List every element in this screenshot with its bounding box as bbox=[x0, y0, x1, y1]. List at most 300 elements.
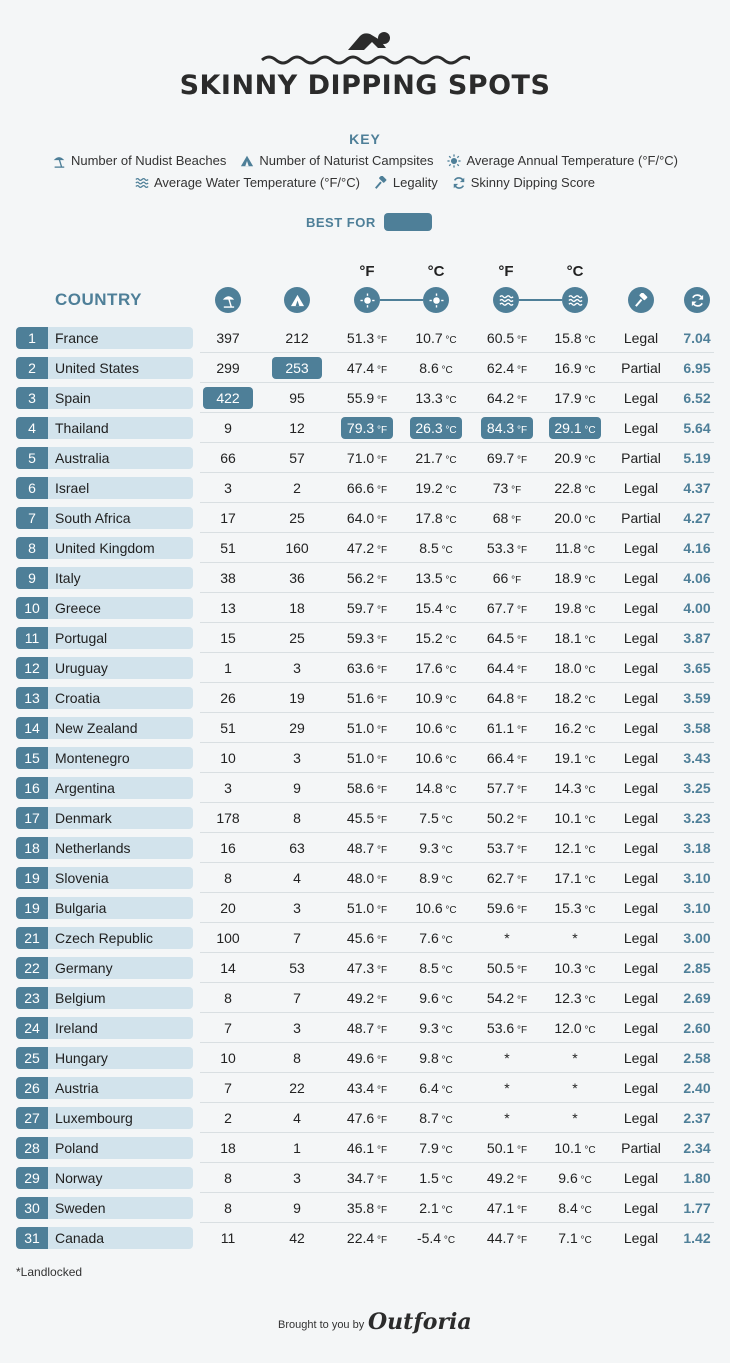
score-cell-value: 3.65 bbox=[683, 660, 711, 676]
beaches-cell-value: 66 bbox=[220, 450, 236, 466]
rank-badge: 12 bbox=[16, 657, 48, 679]
key-label: Number of Nudist Beaches bbox=[70, 153, 227, 168]
water-temp-f-cell bbox=[481, 1167, 533, 1189]
water-temp-c-cell-value: 19.8 bbox=[554, 600, 582, 616]
country-name: Thailand bbox=[48, 417, 193, 439]
air-temp-c-cell-value: 15.4 bbox=[415, 600, 443, 616]
unit-suffix: °F bbox=[514, 905, 528, 916]
legality-cell-value: Legal bbox=[623, 330, 659, 346]
unit-suffix: °C bbox=[581, 695, 596, 706]
unit-suffix: °F bbox=[514, 725, 528, 736]
air-temp-f-cell bbox=[341, 387, 393, 409]
table-row bbox=[0, 1163, 730, 1193]
air-temp-c-cell bbox=[410, 867, 462, 889]
water-temp-c-cell bbox=[549, 1227, 601, 1249]
water-temp-f-cell bbox=[481, 807, 533, 829]
unit-suffix: °F bbox=[514, 845, 528, 856]
legality-cell bbox=[612, 807, 670, 829]
beaches-cell-value: 38 bbox=[220, 570, 236, 586]
beaches-cell bbox=[203, 777, 253, 799]
water-temp-f-cell-value: * bbox=[504, 1110, 510, 1126]
country-name: Italy bbox=[48, 567, 193, 589]
unit-suffix: °F bbox=[514, 1025, 528, 1036]
rank-badge: 22 bbox=[16, 957, 48, 979]
beaches-cell-value: 2 bbox=[224, 1110, 232, 1126]
water-temp-c-cell bbox=[549, 807, 601, 829]
table-row bbox=[0, 983, 730, 1013]
water-temp-f-cell-value: 53.3 bbox=[486, 540, 515, 556]
country-name: Greece bbox=[48, 597, 193, 619]
campsites-cell bbox=[272, 417, 322, 439]
air-temp-f-cell bbox=[341, 597, 393, 619]
beaches-cell-value: 20 bbox=[220, 900, 236, 916]
air-temp-c-cell-value: 19.2 bbox=[415, 480, 443, 496]
unit-suffix: °C bbox=[577, 1175, 592, 1186]
campsites-cell bbox=[272, 777, 322, 799]
water-temp-c-cell bbox=[549, 477, 601, 499]
score-cell bbox=[676, 657, 718, 679]
campsites-cell bbox=[272, 507, 322, 529]
air-temp-c-cell bbox=[410, 687, 462, 709]
beaches-cell-value: 26 bbox=[220, 690, 236, 706]
water-temp-c-cell bbox=[549, 327, 601, 349]
unit-suffix: °F bbox=[514, 455, 528, 466]
table-row bbox=[0, 893, 730, 923]
unit-suffix: °C bbox=[581, 605, 596, 616]
air-temp-connector bbox=[380, 299, 423, 301]
unit-suffix: °C bbox=[581, 815, 596, 826]
unit-suffix: °C bbox=[438, 1145, 453, 1156]
score-cell bbox=[676, 1017, 718, 1039]
water-temp-c-cell-value: 17.1 bbox=[554, 870, 582, 886]
rank-badge: 27 bbox=[16, 1107, 48, 1129]
unit-suffix: °F bbox=[374, 545, 388, 556]
beaches-cell-value: 51 bbox=[220, 540, 236, 556]
score-cell-value: 2.69 bbox=[683, 990, 711, 1006]
water-temp-c-cell-value: 10.3 bbox=[554, 960, 582, 976]
unit-suffix: °F bbox=[374, 575, 388, 586]
unit-suffix: °C bbox=[581, 995, 596, 1006]
beaches-cell bbox=[203, 1167, 253, 1189]
best-for-label: BEST FOR bbox=[306, 214, 376, 230]
air-temp-f-cell bbox=[341, 807, 393, 829]
unit-suffix: °C bbox=[438, 845, 453, 856]
unit-suffix: °C bbox=[581, 455, 596, 466]
unit-suffix: °F bbox=[514, 335, 528, 346]
rank-badge: 19 bbox=[16, 897, 48, 919]
water-temp-c-cell bbox=[549, 747, 601, 769]
score-cell bbox=[676, 717, 718, 739]
beaches-cell-value: 8 bbox=[224, 990, 232, 1006]
unit-suffix: °F bbox=[374, 1025, 388, 1036]
campsites-cell bbox=[272, 657, 322, 679]
water-temp-f-cell bbox=[481, 327, 533, 349]
score-cell bbox=[676, 537, 718, 559]
air-temp-c-cell-value: 9.8 bbox=[419, 1050, 439, 1066]
page-title: SKINNY DIPPING SPOTS bbox=[179, 70, 551, 101]
air-temp-c-cell bbox=[410, 387, 462, 409]
unit-suffix: °C bbox=[577, 1205, 592, 1216]
rank-badge: 10 bbox=[16, 597, 48, 619]
legality-cell-value: Legal bbox=[623, 480, 659, 496]
beaches-cell-value: 299 bbox=[216, 360, 240, 376]
legality-cell-value: Legal bbox=[623, 930, 659, 946]
water-temp-f-cell-value: 84.3 bbox=[486, 420, 515, 436]
beaches-cell bbox=[203, 447, 253, 469]
rank-badge: 23 bbox=[16, 987, 48, 1009]
air-temp-f-cell-value: 22.4 bbox=[346, 1230, 375, 1246]
unit-suffix: °F bbox=[508, 575, 522, 586]
country-name: Denmark bbox=[48, 807, 193, 829]
score-cell bbox=[676, 627, 718, 649]
unit-suffix: °C bbox=[438, 1085, 453, 1096]
water-temp-c-cell-value: 11.8 bbox=[554, 540, 582, 556]
brought-by-text: Brought to you by bbox=[278, 1319, 365, 1331]
rank-badge: 5 bbox=[16, 447, 48, 469]
air-temp-f-cell bbox=[341, 1197, 393, 1219]
unit-suffix: °F bbox=[374, 665, 388, 676]
beaches-cell bbox=[203, 1197, 253, 1219]
beaches-cell bbox=[203, 417, 253, 439]
unit-suffix: °C bbox=[581, 1145, 596, 1156]
unit-suffix: °F bbox=[514, 1235, 528, 1246]
score-cell-value: 3.10 bbox=[683, 870, 711, 886]
campsites-cell-value: 25 bbox=[289, 630, 305, 646]
legality-cell-value: Legal bbox=[623, 1230, 659, 1246]
air-temp-c-cell bbox=[410, 777, 462, 799]
water-temp-f-cell-value: 64.2 bbox=[486, 390, 515, 406]
water-temp-c-cell bbox=[549, 867, 601, 889]
water-temp-f-cell bbox=[481, 837, 533, 859]
country-name: Uruguay bbox=[48, 657, 193, 679]
unit-suffix: °F bbox=[374, 605, 388, 616]
air-temp-f-cell-value: 47.3 bbox=[346, 960, 375, 976]
water-temp-f-cell-value: 68 bbox=[492, 510, 509, 526]
score-cell-value: 4.00 bbox=[683, 600, 711, 616]
water-temp-f-cell bbox=[481, 627, 533, 649]
water-temp-c-cell bbox=[549, 447, 601, 469]
water-temp-c-cell-value: 22.8 bbox=[554, 480, 582, 496]
legality-cell bbox=[612, 717, 670, 739]
air-temp-f-cell bbox=[341, 327, 393, 349]
air-temp-f-cell bbox=[341, 867, 393, 889]
water-temp-c-cell-value: 12.3 bbox=[554, 990, 582, 1006]
air-temp-c-cell-value: 14.8 bbox=[415, 780, 443, 796]
table-row bbox=[0, 863, 730, 893]
column-header-water-c bbox=[562, 287, 588, 313]
rank-badge: 24 bbox=[16, 1017, 48, 1039]
unit-suffix: °C bbox=[442, 785, 457, 796]
water-temp-connector bbox=[519, 299, 562, 301]
country-name: Croatia bbox=[48, 687, 193, 709]
air-temp-f-cell-value: 45.6 bbox=[346, 930, 375, 946]
air-temp-f-cell bbox=[341, 1107, 393, 1129]
air-temp-f-cell-value: 51.0 bbox=[346, 750, 375, 766]
water-temp-c-cell bbox=[549, 1047, 601, 1069]
score-cell-value: 4.06 bbox=[683, 570, 711, 586]
key-row-2 bbox=[0, 175, 730, 190]
legality-cell-value: Legal bbox=[623, 1110, 659, 1126]
campsites-cell-value: 8 bbox=[293, 810, 301, 826]
air-temp-c-cell-value: 7.6 bbox=[419, 930, 439, 946]
unit-suffix: °F bbox=[374, 425, 388, 436]
air-temp-c-cell bbox=[410, 1077, 462, 1099]
score-cell-value: 2.60 bbox=[683, 1020, 711, 1036]
air-temp-c-cell-value: 6.4 bbox=[419, 1080, 439, 1096]
rank-badge: 21 bbox=[16, 927, 48, 949]
score-cell bbox=[676, 747, 718, 769]
air-temp-c-cell-value: 9.6 bbox=[419, 990, 439, 1006]
air-temp-c-cell-value: 7.9 bbox=[419, 1140, 439, 1156]
unit-suffix: °C bbox=[581, 425, 596, 436]
unit-suffix: °C bbox=[442, 485, 457, 496]
rank-badge: 7 bbox=[16, 507, 48, 529]
beaches-cell bbox=[203, 657, 253, 679]
water-temp-f-cell-value: 57.7 bbox=[486, 780, 515, 796]
key-item-campsites bbox=[240, 153, 433, 168]
campsites-cell-value: 3 bbox=[293, 1170, 301, 1186]
unit-suffix: °C bbox=[581, 725, 596, 736]
legality-cell bbox=[612, 597, 670, 619]
air-temp-c-cell bbox=[410, 537, 462, 559]
campsites-cell-value: 8 bbox=[293, 1050, 301, 1066]
air-temp-f-cell-value: 35.8 bbox=[346, 1200, 375, 1216]
beaches-cell-value: 9 bbox=[224, 420, 232, 436]
water-temp-c-cell bbox=[549, 507, 601, 529]
air-temp-c-cell bbox=[410, 837, 462, 859]
air-temp-c-cell-value: 10.9 bbox=[415, 690, 443, 706]
waves-icon bbox=[499, 293, 514, 308]
rank-badge: 14 bbox=[16, 717, 48, 739]
campsites-cell bbox=[272, 477, 322, 499]
air-temp-c-cell-value: 10.7 bbox=[415, 330, 443, 346]
air-temp-c-cell bbox=[410, 957, 462, 979]
water-temp-f-cell-value: * bbox=[504, 1050, 510, 1066]
air-temp-f-cell-value: 51.0 bbox=[346, 720, 375, 736]
score-cell-value: 1.77 bbox=[683, 1200, 711, 1216]
unit-suffix: °C bbox=[438, 1115, 453, 1126]
beaches-cell bbox=[203, 837, 253, 859]
air-temp-c-cell-value: 15.2 bbox=[415, 630, 443, 646]
air-temp-c-cell-value: 7.5 bbox=[419, 810, 439, 826]
table-row bbox=[0, 563, 730, 593]
score-cell bbox=[676, 597, 718, 619]
air-temp-f-cell bbox=[341, 837, 393, 859]
score-cell-value: 2.34 bbox=[683, 1140, 711, 1156]
legality-cell bbox=[612, 327, 670, 349]
unit-water-f: °F bbox=[498, 263, 514, 280]
air-temp-f-cell-value: 63.6 bbox=[346, 660, 375, 676]
water-temp-f-cell bbox=[481, 357, 533, 379]
campsites-cell-value: 25 bbox=[289, 510, 305, 526]
legality-cell-value: Legal bbox=[623, 1050, 659, 1066]
water-temp-f-cell bbox=[481, 687, 533, 709]
water-temp-c-cell-value: 12.0 bbox=[554, 1020, 582, 1036]
water-temp-c-cell-value: 18.0 bbox=[554, 660, 582, 676]
water-temp-f-cell bbox=[481, 1197, 533, 1219]
score-cell bbox=[676, 927, 718, 949]
unit-suffix: °F bbox=[374, 365, 388, 376]
rank-badge: 9 bbox=[16, 567, 48, 589]
country-name: Norway bbox=[48, 1167, 193, 1189]
water-temp-f-cell bbox=[481, 957, 533, 979]
unit-suffix: °F bbox=[514, 605, 528, 616]
beaches-cell-value: 8 bbox=[224, 870, 232, 886]
water-temp-f-cell bbox=[481, 447, 533, 469]
water-temp-c-cell bbox=[549, 1197, 601, 1219]
score-cell bbox=[676, 567, 718, 589]
score-cell bbox=[676, 1047, 718, 1069]
campsites-cell-value: 3 bbox=[293, 660, 301, 676]
table-row bbox=[0, 1193, 730, 1223]
legality-cell bbox=[612, 867, 670, 889]
table-row bbox=[0, 623, 730, 653]
air-temp-c-cell bbox=[410, 1167, 462, 1189]
water-temp-f-cell bbox=[481, 657, 533, 679]
water-temp-f-cell-value: 73 bbox=[492, 480, 509, 496]
unit-suffix: °F bbox=[514, 785, 528, 796]
sun-icon bbox=[429, 293, 444, 308]
legality-cell bbox=[612, 957, 670, 979]
unit-suffix: °F bbox=[374, 725, 388, 736]
unit-suffix: °C bbox=[581, 875, 596, 886]
air-temp-f-cell bbox=[341, 747, 393, 769]
air-temp-c-cell-value: 8.9 bbox=[419, 870, 439, 886]
campsites-cell-value: 4 bbox=[293, 870, 301, 886]
legality-cell-value: Legal bbox=[623, 540, 659, 556]
air-temp-c-cell bbox=[410, 447, 462, 469]
rank-badge: 29 bbox=[16, 1167, 48, 1189]
beach-umbrella-icon bbox=[221, 293, 236, 308]
legality-cell bbox=[612, 747, 670, 769]
waves-icon bbox=[135, 176, 149, 190]
score-cell bbox=[676, 1167, 718, 1189]
water-temp-c-cell bbox=[549, 357, 601, 379]
country-name: Ireland bbox=[48, 1017, 193, 1039]
rank-badge: 19 bbox=[16, 867, 48, 889]
legality-cell-value: Legal bbox=[623, 690, 659, 706]
unit-suffix: °F bbox=[514, 545, 528, 556]
legality-cell bbox=[612, 687, 670, 709]
legality-cell-value: Legal bbox=[623, 1020, 659, 1036]
beaches-cell bbox=[203, 867, 253, 889]
campsites-cell bbox=[272, 837, 322, 859]
air-temp-c-cell-value: 13.5 bbox=[415, 570, 443, 586]
refresh-icon bbox=[690, 293, 705, 308]
campsites-cell-value: 12 bbox=[289, 420, 305, 436]
unit-suffix: °C bbox=[438, 965, 453, 976]
rank-badge: 30 bbox=[16, 1197, 48, 1219]
air-temp-f-cell bbox=[341, 987, 393, 1009]
campsites-cell bbox=[272, 537, 322, 559]
beaches-cell bbox=[203, 507, 253, 529]
legality-cell-value: Partial bbox=[621, 360, 661, 376]
score-cell-value: 2.58 bbox=[683, 1050, 711, 1066]
rank-badge: 8 bbox=[16, 537, 48, 559]
legality-cell bbox=[612, 1137, 670, 1159]
column-header-water-f bbox=[493, 287, 519, 313]
air-temp-f-cell-value: 47.6 bbox=[346, 1110, 375, 1126]
table-row bbox=[0, 833, 730, 863]
campsites-cell bbox=[272, 717, 322, 739]
unit-suffix: °C bbox=[581, 665, 596, 676]
legality-cell-value: Partial bbox=[621, 450, 661, 466]
campsites-cell bbox=[272, 1227, 322, 1249]
score-cell bbox=[676, 867, 718, 889]
unit-suffix: °F bbox=[508, 515, 522, 526]
water-temp-c-cell bbox=[549, 1107, 601, 1129]
air-temp-f-cell-value: 59.3 bbox=[346, 630, 375, 646]
air-temp-f-cell-value: 46.1 bbox=[346, 1140, 375, 1156]
water-temp-f-cell bbox=[481, 987, 533, 1009]
score-cell bbox=[676, 447, 718, 469]
score-cell-value: 3.59 bbox=[683, 690, 711, 706]
campsites-cell bbox=[272, 1077, 322, 1099]
country-name: Luxembourg bbox=[48, 1107, 193, 1129]
unit-suffix: °C bbox=[577, 1235, 592, 1246]
refresh-icon bbox=[452, 176, 466, 190]
score-cell-value: 4.16 bbox=[683, 540, 711, 556]
score-cell bbox=[676, 387, 718, 409]
air-temp-f-cell bbox=[341, 357, 393, 379]
unit-suffix: °F bbox=[374, 815, 388, 826]
legality-cell-value: Legal bbox=[623, 780, 659, 796]
legality-cell-value: Partial bbox=[621, 510, 661, 526]
table-row bbox=[0, 413, 730, 443]
water-temp-c-cell-value: 18.9 bbox=[554, 570, 582, 586]
score-cell-value: 3.25 bbox=[683, 780, 711, 796]
air-temp-f-cell bbox=[341, 687, 393, 709]
brand-logo: Outforia bbox=[368, 1309, 472, 1335]
rank-badge: 1 bbox=[16, 327, 48, 349]
table-row bbox=[0, 773, 730, 803]
air-temp-c-cell bbox=[410, 657, 462, 679]
air-temp-f-cell bbox=[341, 447, 393, 469]
unit-suffix: °C bbox=[442, 515, 457, 526]
campsites-cell bbox=[272, 327, 322, 349]
score-cell-value: 2.37 bbox=[683, 1110, 711, 1126]
legality-cell bbox=[612, 507, 670, 529]
legality-cell-value: Legal bbox=[623, 390, 659, 406]
unit-suffix: °C bbox=[581, 905, 596, 916]
water-temp-c-cell-value: 16.9 bbox=[554, 360, 582, 376]
campsites-cell bbox=[272, 687, 322, 709]
score-cell bbox=[676, 1137, 718, 1159]
unit-suffix: °F bbox=[514, 965, 528, 976]
air-temp-c-cell bbox=[410, 627, 462, 649]
campsites-cell-value: 253 bbox=[285, 360, 309, 376]
campsites-cell-value: 22 bbox=[289, 1080, 305, 1096]
legality-cell bbox=[612, 387, 670, 409]
air-temp-f-cell bbox=[341, 777, 393, 799]
unit-suffix: °F bbox=[374, 965, 388, 976]
unit-suffix: °C bbox=[442, 725, 457, 736]
water-temp-f-cell bbox=[481, 387, 533, 409]
campsites-cell bbox=[272, 927, 322, 949]
water-temp-c-cell-value: 9.6 bbox=[558, 1170, 578, 1186]
air-temp-f-cell bbox=[341, 1137, 393, 1159]
water-temp-f-cell bbox=[481, 477, 533, 499]
unit-suffix: °F bbox=[374, 635, 388, 646]
country-name: Slovenia bbox=[48, 867, 193, 889]
water-temp-c-cell-value: 18.2 bbox=[554, 690, 582, 706]
column-header-score bbox=[684, 287, 710, 313]
water-temp-f-cell bbox=[481, 777, 533, 799]
beaches-cell-value: 7 bbox=[224, 1020, 232, 1036]
campsites-cell-value: 3 bbox=[293, 1020, 301, 1036]
air-temp-c-cell bbox=[410, 1197, 462, 1219]
unit-air-c: °C bbox=[427, 263, 445, 280]
